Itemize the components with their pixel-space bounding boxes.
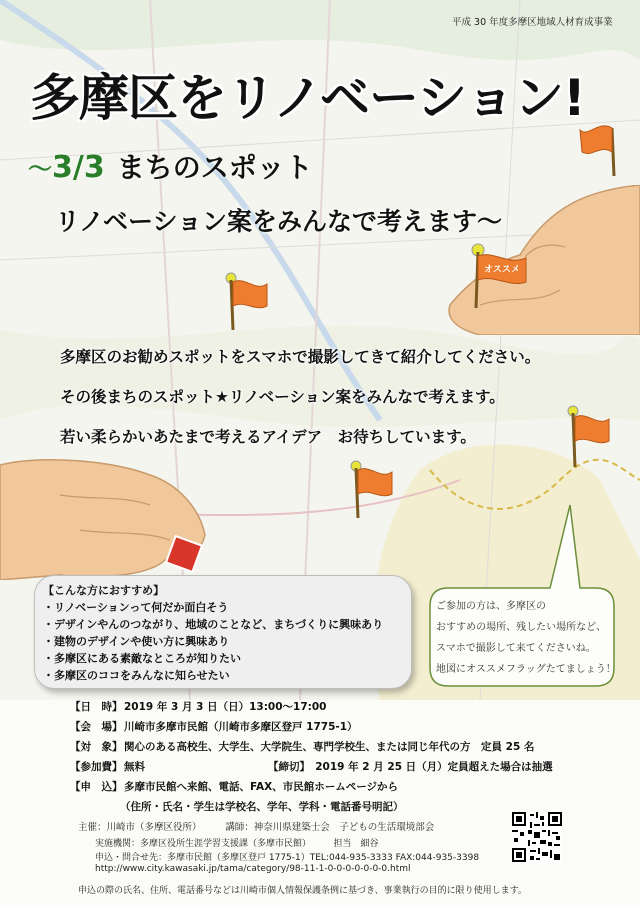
note-line: おすすめの場所、残したい場所など、 xyxy=(436,622,607,633)
subtitle-line-1 xyxy=(28,146,313,186)
privacy-line: 申込の際の氏名、住所、電話番号などは川崎市個人情報保護条例に基づき、事業執行の目的に限り使用します。 xyxy=(78,886,527,896)
list-item: ・リノベーションって何だか面白そう xyxy=(43,601,229,614)
detail-value: 関心のある高校生、大学生、大学院生、専門学校生、または同じ年代の方 定員 25 名 xyxy=(124,741,535,753)
note-line: ご参加の方は、多摩区の xyxy=(436,601,546,612)
detail-label: 【対 象】 xyxy=(70,741,123,753)
detail-value: 多摩市民館へ来館、電話、FAX、市民館ホームページから xyxy=(124,781,398,793)
hand-left-illustration xyxy=(0,455,215,580)
list-item: ・建物のデザインや使い方に興味あり xyxy=(43,635,230,648)
detail-label: 【日 時】 xyxy=(70,701,123,713)
detail-value: 2019 年 3 月 3 日（日）13:00～17:00 xyxy=(124,701,327,713)
subtitle-line-2: リノベーション案をみんなで考えます～ xyxy=(55,207,503,236)
detail-label: 【申 込】 xyxy=(70,781,123,793)
recommend-flag-icon xyxy=(470,240,530,310)
detail-label: 【会 場】 xyxy=(70,721,123,733)
intro-line-2: その後まちのスポット★リノベーション案をみんなで考えます。 xyxy=(60,388,505,406)
contact-line: 申込・問合せ先：多摩市民館（多摩区登戸 1775-1）TEL:044-935-3333 FAX:044-935-3398 xyxy=(95,853,480,863)
detail-value: 2019 年 2 月 25 日（月）定員超えた場合は抽選 xyxy=(315,761,553,773)
list-item: ・デザインやんのつながり、地域のことなど、まちづくりに興味あり xyxy=(43,618,384,631)
detail-fee xyxy=(70,759,145,774)
implementer-line: 実施機関：多摩区役所生涯学習支援課（多摩市民館） 担当 細谷 xyxy=(95,839,379,849)
note-line: スマホで撮影して来てくださいね。 xyxy=(436,643,596,654)
note-box xyxy=(436,596,616,680)
detail-value: 川崎市多摩市民館（川崎市多摩区登戸 1775-1） xyxy=(124,721,358,733)
recommend-flag-label: オススメ xyxy=(484,265,520,275)
detail-apply xyxy=(70,779,398,794)
list-item: ・多摩区にある素敵なところが知りたい xyxy=(43,652,241,665)
recommend-heading: 【こんな方におすすめ】 xyxy=(43,584,165,597)
detail-venue xyxy=(70,719,358,734)
intro-line-3: 若い柔らかいあたまで考えるアイデア お待ちしています。 xyxy=(60,428,476,446)
detail-deadline xyxy=(268,759,553,774)
detail-label: 【締切】 xyxy=(268,761,305,773)
organizer-line: 主催：川崎市（多摩区役所） 講師：神奈川県建築士会 子どもの生活環境部会 xyxy=(78,822,435,833)
flag-icon xyxy=(350,460,395,520)
detail-apply-note: （住所・氏名・学生は学校名、学年、学科・電話番号明記） xyxy=(120,801,404,813)
list-item: ・多摩区のココをみんなに知らせたい xyxy=(43,669,230,682)
intro-line-1: 多摩区のお勧めスポットをスマホで撮影してきて紹介してください。 xyxy=(60,348,541,366)
subtitle-spot: まちのスポット xyxy=(116,151,313,184)
qr-code-icon xyxy=(512,812,562,862)
program-name: 平成 30 年度多摩区地域人材育成事業 xyxy=(452,17,613,28)
detail-label: 【参加費】 xyxy=(70,761,123,773)
detail-target xyxy=(70,739,534,754)
flag-icon xyxy=(565,405,610,470)
event-date: 3/3 xyxy=(52,150,105,185)
detail-value: 無料 xyxy=(124,761,145,773)
note-line: 地図にオススメフラッグたてましょう！ xyxy=(436,664,616,675)
recommend-box xyxy=(34,575,412,689)
flag-icon xyxy=(225,272,270,332)
url-line[interactable]: http://www.city.kawasaki.jp/tama/category/98-11-1-0-0-0-0-0-0-0.html xyxy=(95,864,411,874)
detail-date xyxy=(70,699,326,714)
page-title: 多摩区をリノベーション! xyxy=(30,69,585,127)
subtitle-prefix: ～ xyxy=(28,155,52,183)
